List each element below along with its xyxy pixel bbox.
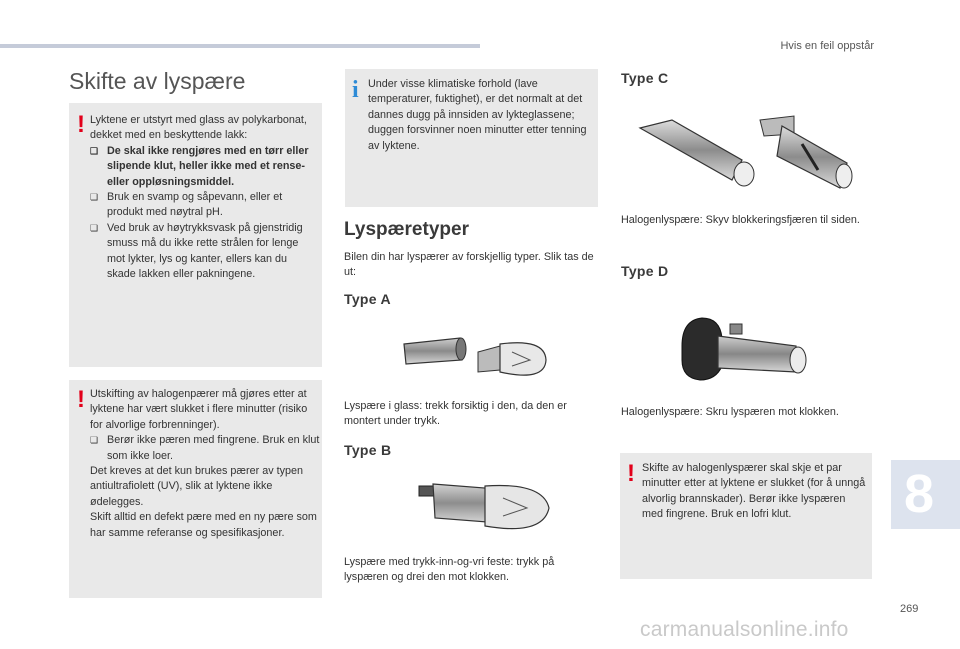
type-d-text: Halogenlyspære: Skru lyspæren mot klokken. [621,406,839,418]
warning-icon: ! [77,386,85,413]
watermark: carmanualsonline.info [640,618,849,641]
bulb-type-d-image [676,308,821,388]
section-heading: Lyspæretyper [344,219,469,240]
section-intro: Bilen din har lyspærer av forskjellig typer. Slik tas de ut: [344,251,594,279]
uv-paragraph: Det kreves at det kun brukes pærer av typen antiultrafiolett (UV), slik at lyktene ikke ødelegges. [90,465,304,508]
type-c-heading: Type C [621,70,669,86]
list-item: ❏ De skal ikke rengjøres med en tørr eller slipende klut, heller ikke med et rense- eller oppløsningsmiddel. [90,144,309,188]
checkbox-bullet-icon: ❏ [90,222,99,233]
type-b-heading: Type B [344,442,392,458]
list-item: ❏ Berør ikke pæren med fingrene. Bruk en klut som ikke loer. [90,434,320,462]
type-c-text: Halogenlyspære: Skyv blokkeringsfjæren til siden. [621,214,860,226]
page-number: 269 [900,603,919,615]
warning-icon: ! [627,460,635,487]
replace-paragraph: Skift alltid en defekt pære med en ny pære som har samme referanse og spesifikasjoner. [90,511,317,539]
list-item: ❏ Bruk en svamp og såpevann, eller et produkt med nøytral pH. [90,191,283,219]
checkbox-bullet-icon: ❏ [90,435,99,446]
warning-intro: Utskifting av halogenpærer må gjøres etter at lyktene har vært slukket i flere minutter (risiko for alvorlige forbrenninger). [90,388,308,431]
checkbox-bullet-icon: ❏ [90,192,99,203]
section-title: Hvis en feil oppstår [780,40,874,52]
warning-text-halogen-right: Skifte av halogenlyspærer skal skje et par minutter etter at lyktene er slukket (for å unngå alvorlig brannskader). Berør ikke lyspæren med fingrene. Bruk en lofri klut. [642,462,866,521]
list-item: ❏ Ved bruk av høytrykksvask på gjenstridig smuss må du ikke rette strålen for lenge mot lykter, lys og kanter, ellers kan du skade lakken eller pakningene. [90,221,303,281]
header-rule [0,44,480,48]
page-title: Skifte av lyspære [69,68,246,94]
bulb-type-a-image [400,330,550,390]
type-d-heading: Type D [621,263,669,279]
type-a-text: Lyspære i glass: trekk forsiktig i den, da den er montert under trykk. [344,400,567,428]
warning-intro: Lyktene er utstyrt med glass av polykarbonat, dekket med en beskyttende lakk: [90,114,307,142]
type-b-text: Lyspære med trykk-inn-og-vri feste: trykk på lyspæren og drei den mot klokken. [344,556,555,584]
info-text: Under visse klimatiske forhold (lave temperaturer, fuktighet), er det normalt at det dannes dugg på innsiden av lykteglassene; duggen forsvinner noen minutter etter tenning av lyktene. [368,78,587,152]
warning-text-lacquer [90,113,318,282]
chapter-number: 8 [903,464,935,524]
warning-text-halogen [90,387,322,541]
bulb-type-c-image [632,108,862,203]
bulb-type-b-image [415,478,560,540]
type-a-heading: Type A [344,291,391,307]
info-icon: i [352,77,359,103]
checkbox-bullet-icon: ❏ [90,145,99,156]
warning-icon: ! [77,111,85,138]
